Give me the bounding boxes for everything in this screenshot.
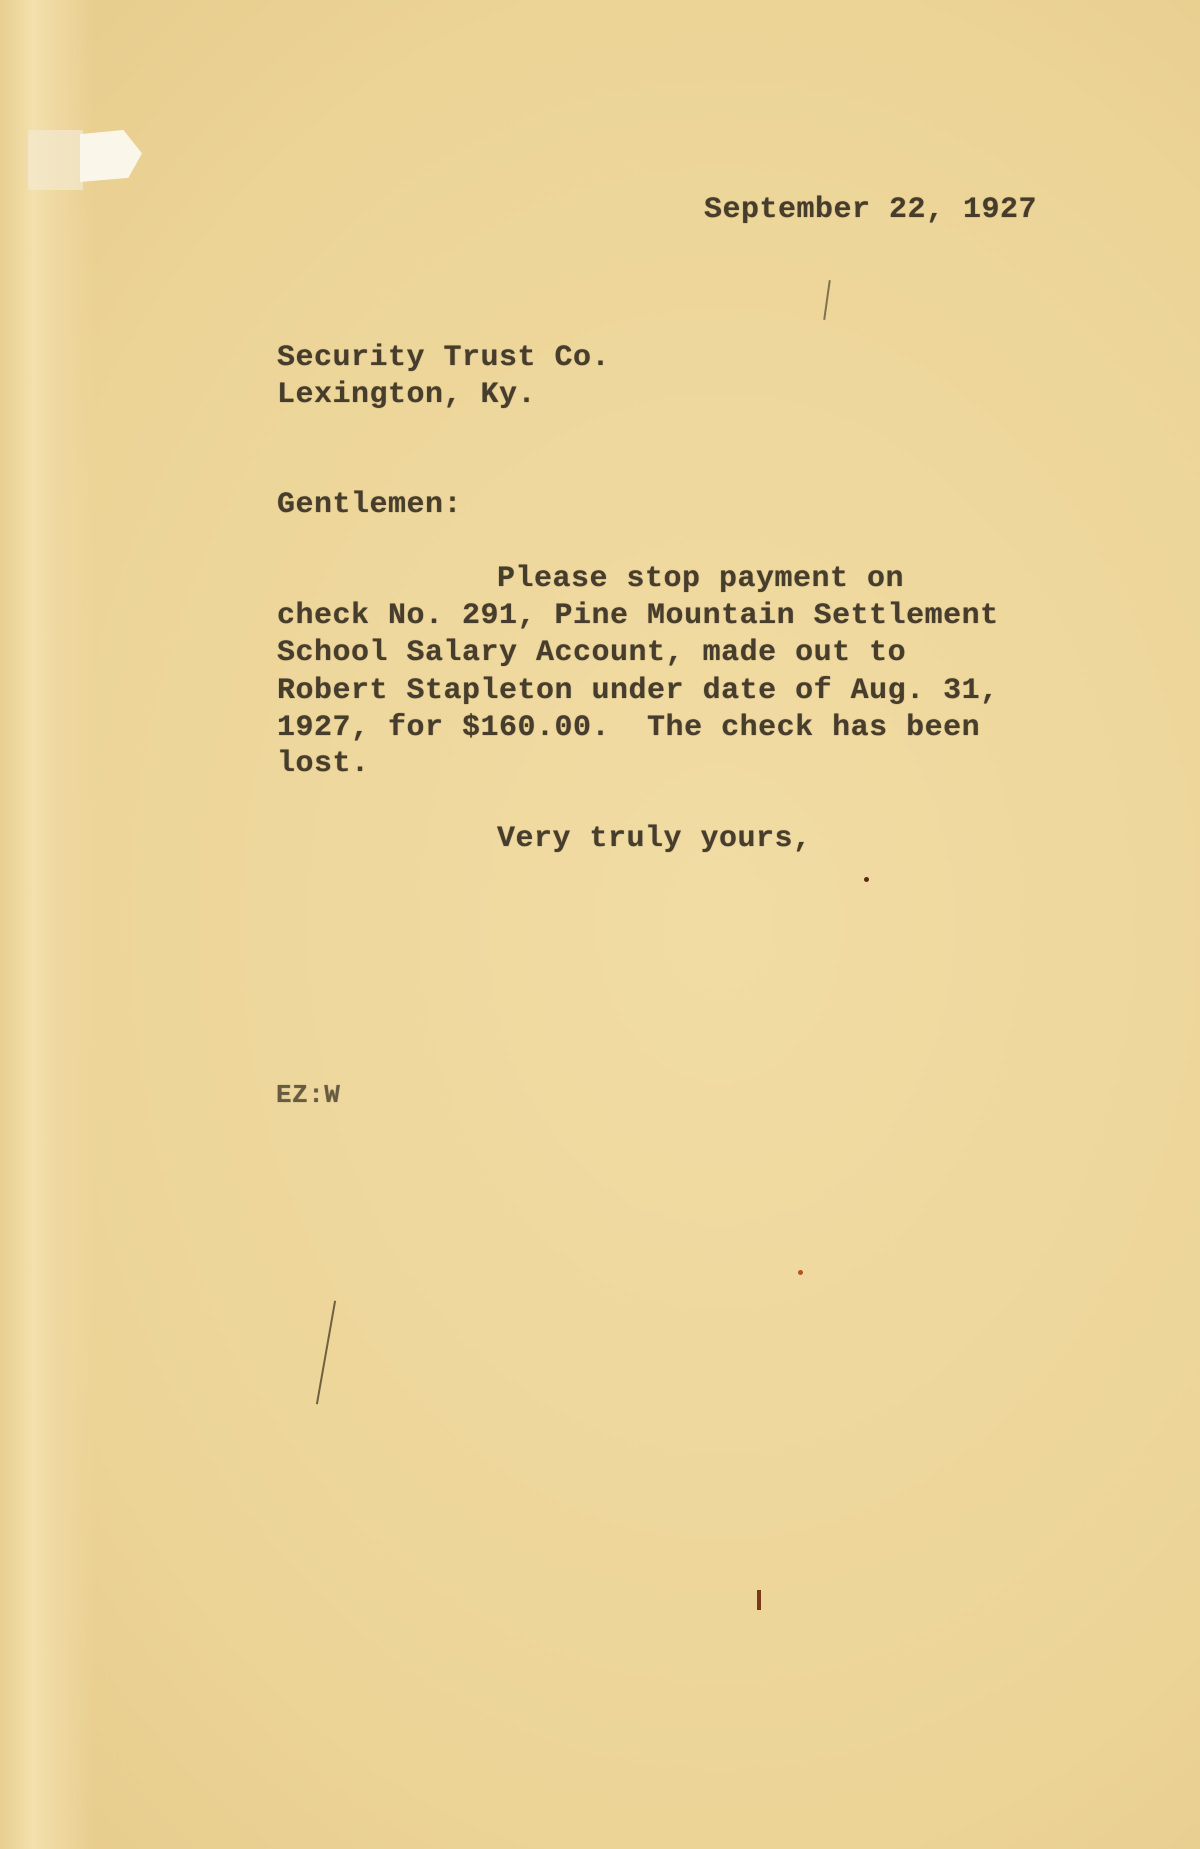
typist-initials: EZ:W [276, 1080, 341, 1110]
salutation: Gentlemen: [277, 488, 463, 522]
body-line: lost. [277, 747, 370, 781]
recipient-address: Lexington, Ky. [277, 378, 537, 412]
paper-mark [823, 280, 831, 320]
body-line: Please stop payment on [497, 562, 905, 596]
body-line: Robert Stapleton under date of Aug. 31, [277, 674, 999, 708]
paper-speck [864, 877, 869, 882]
body-line: check No. 291, Pine Mountain Settlement [277, 599, 999, 633]
letter-date: September 22, 1927 [704, 193, 1038, 227]
recipient-name: Security Trust Co. [277, 341, 611, 375]
body-line: 1927, for $160.00. The check has been [277, 711, 981, 745]
paper-mark [757, 1590, 761, 1610]
closing: Very truly yours, [497, 822, 812, 856]
paper-speck [798, 1270, 803, 1275]
body-line: School Salary Account, made out to [277, 636, 907, 670]
paper-edge [0, 0, 95, 1849]
paper-torn-tab [80, 130, 142, 182]
paper-mark [316, 1301, 336, 1405]
paper-repair-patch [28, 130, 83, 190]
